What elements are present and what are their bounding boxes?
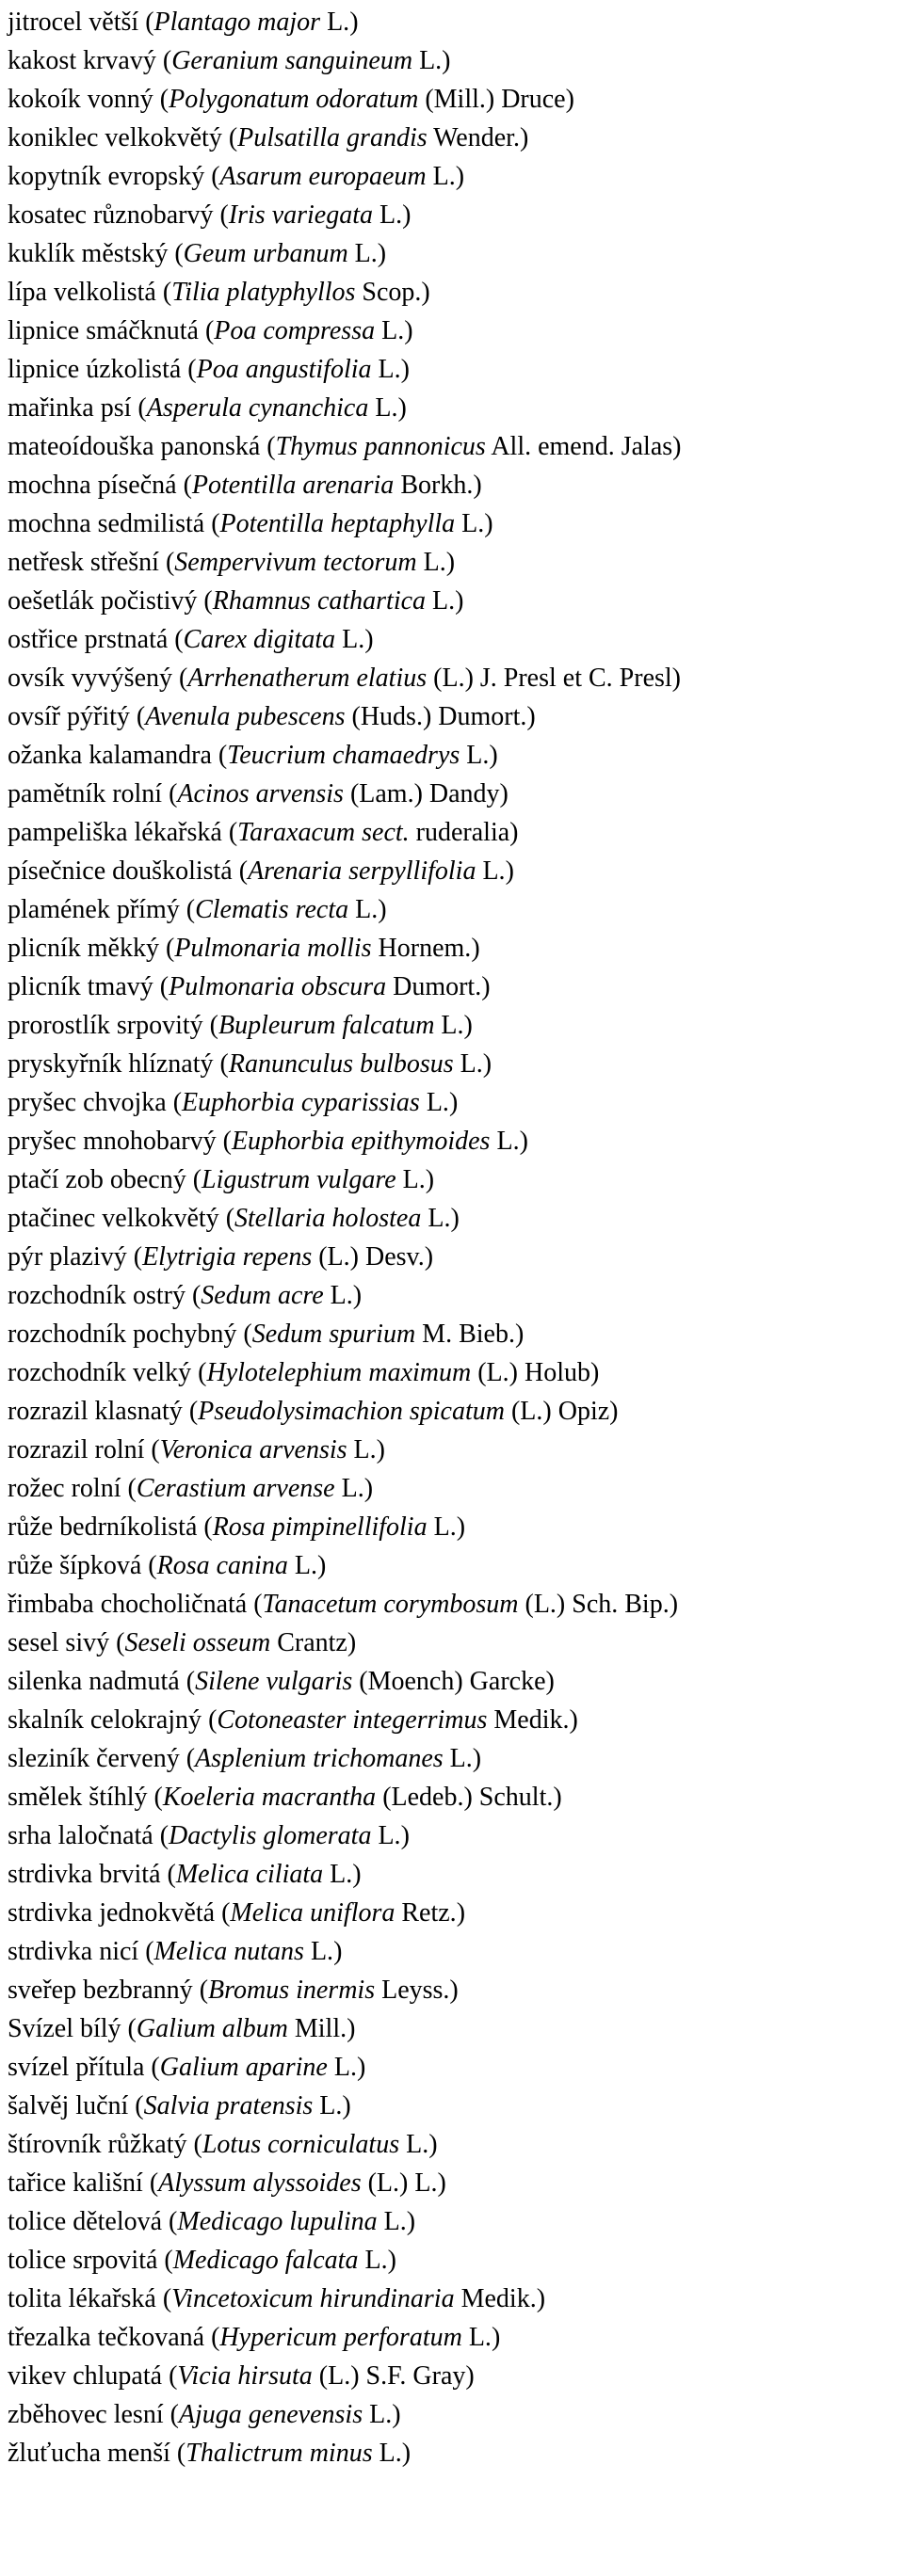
author-citation: (Ledeb.) Schult.	[382, 1783, 554, 1812]
species-entry: rozrazil klasnatý (Pseudolysimachion spicatum (L.) Opiz)	[8, 1397, 619, 1426]
latin-name: Rosa pimpinellifolia	[212, 1512, 428, 1542]
species-entry: mařinka psí (Asperula cynanchica L.)	[8, 393, 407, 423]
common-name: pryšec chvojka	[8, 1088, 167, 1117]
species-entry: plicník měkký (Pulmonaria mollis Hornem.)	[8, 934, 480, 963]
common-name: tolice dětelová	[8, 2207, 163, 2236]
latin-name: Pulmonaria obscura	[169, 972, 387, 1001]
author-citation: L.	[432, 162, 456, 191]
common-name: mateoídouška panonská	[8, 432, 261, 461]
latin-name: Geum urbanum	[183, 239, 348, 268]
common-name: koniklec velkokvětý	[8, 123, 222, 152]
author-citation: (L.) J. Presl et C. Presl	[433, 664, 672, 693]
species-entry: sleziník červený (Asplenium trichomanes L.)	[8, 1744, 482, 1773]
common-name: ovsíř pýřitý	[8, 702, 130, 731]
species-entry: tolice srpovitá (Medicago falcata L.)	[8, 2246, 396, 2275]
common-name: srha laločnatá	[8, 1821, 153, 1850]
species-entry: koniklec velkokvětý (Pulsatilla grandis Wender.)	[8, 123, 529, 152]
common-name: ožanka kalamandra	[8, 741, 212, 770]
species-entry: pýr plazivý (Elytrigia repens (L.) Desv.)	[8, 1242, 434, 1272]
species-entry: kopytník evropský (Asarum europaeum L.)	[8, 162, 465, 191]
common-name: sesel sivý	[8, 1628, 110, 1657]
common-name: sveřep bezbranný	[8, 1976, 193, 2005]
species-entry: ovsík vyvýšený (Arrhenatherum elatius (L.) J. Presl et C. Presl)	[8, 664, 681, 693]
latin-name: Veronica arvensis	[159, 1435, 347, 1464]
species-entry: pryskyřník hlíznatý (Ranunculus bulbosus L.)	[8, 1049, 492, 1079]
common-name: zběhovec lesní	[8, 2400, 164, 2429]
latin-name: Clematis recta	[195, 895, 349, 924]
latin-name: Pseudolysimachion spicatum	[198, 1397, 505, 1426]
common-name: smělek štíhlý	[8, 1783, 148, 1812]
latin-name: Ligustrum vulgare	[202, 1165, 396, 1194]
common-name: plicník měkký	[8, 934, 159, 963]
author-citation: L.	[319, 2091, 343, 2120]
author-citation: L.	[342, 625, 365, 654]
common-name: rožec rolní	[8, 1474, 121, 1503]
common-name: Svízel bílý	[8, 2014, 121, 2043]
common-name: strdivka nicí	[8, 1937, 139, 1966]
latin-name: Vincetoxicum hirundinaria	[171, 2284, 455, 2313]
latin-name: Seseli osseum	[124, 1628, 271, 1657]
author-citation: Medik.	[493, 1705, 570, 1735]
latin-name: Koeleria macrantha	[162, 1783, 377, 1812]
latin-name: Avenula pubescens	[145, 702, 346, 731]
latin-name: Lotus corniculatus	[202, 2130, 400, 2159]
common-name: třezalka tečkovaná	[8, 2323, 205, 2352]
latin-name: Asperula cynanchica	[146, 393, 369, 423]
author-citation: All. emend. Jalas	[491, 432, 673, 461]
latin-name: Ajuga genevensis	[178, 2400, 363, 2429]
latin-name: Rosa canina	[156, 1551, 288, 1580]
species-entry: kakost krvavý (Geranium sanguineum L.)	[8, 46, 451, 75]
common-name: kosatec různobarvý	[8, 200, 214, 230]
latin-name: Polygonatum odoratum	[169, 85, 419, 114]
author-citation: (Moench) Garcke	[359, 1667, 546, 1696]
author-citation: (L.) L.	[367, 2168, 438, 2198]
common-name: tařice kališní	[8, 2168, 143, 2198]
author-citation: L.	[330, 1281, 353, 1310]
latin-name: Elytrigia repens	[142, 1242, 313, 1272]
latin-name: Medicago lupulina	[177, 2207, 378, 2236]
common-name: plicník tmavý	[8, 972, 153, 1001]
species-entry: pryšec mnohobarvý (Euphorbia epithymoides L.)	[8, 1127, 528, 1156]
common-name: pryšec mnohobarvý	[8, 1127, 217, 1156]
latin-name: Geranium sanguineum	[171, 46, 413, 75]
common-name: růže bedrníkolistá	[8, 1512, 198, 1542]
species-entry: rozchodník pochybný (Sedum spurium M. Bieb.)	[8, 1320, 525, 1349]
author-citation: L.	[364, 2246, 388, 2275]
common-name: netřesk střešní	[8, 548, 159, 577]
common-name: plamének přímý	[8, 895, 180, 924]
author-citation: L.	[355, 895, 379, 924]
common-name: štírovník růžkatý	[8, 2130, 187, 2159]
author-citation: L.	[460, 1049, 483, 1079]
species-entry: mochna sedmilistá (Potentilla heptaphylla L.)	[8, 509, 493, 538]
species-entry: kosatec různobarvý (Iris variegata L.)	[8, 200, 412, 230]
author-citation: L.	[482, 856, 506, 886]
author-citation: (L.) Opiz	[510, 1397, 610, 1426]
species-entry: třezalka tečkovaná (Hypericum perforatum L.)	[8, 2323, 501, 2352]
species-entry: štírovník růžkatý (Lotus corniculatus L.)	[8, 2130, 438, 2159]
common-name: svízel přítula	[8, 2053, 145, 2082]
species-entry: lípa velkolistá (Tilia platyphyllos Scop.)	[8, 278, 430, 307]
species-entry: žluťucha menší (Thalictrum minus L.)	[8, 2439, 412, 2468]
common-name: ptačí zob obecný	[8, 1165, 186, 1194]
common-name: tolice srpovitá	[8, 2246, 158, 2275]
species-entry: skalník celokrajný (Cotoneaster integerrimus Medik.)	[8, 1705, 578, 1735]
author-citation: Mill.	[294, 2014, 347, 2043]
author-citation: L.	[461, 509, 485, 538]
latin-name: Cerastium arvense	[136, 1474, 335, 1503]
latin-name: Pulsatilla grandis	[237, 123, 428, 152]
species-entry: ostřice prstnatá (Carex digitata L.)	[8, 625, 374, 654]
author-citation: M. Bieb.	[422, 1320, 515, 1349]
latin-name: Poa angustifolia	[196, 355, 372, 384]
author-citation: (Mill.) Druce	[425, 85, 566, 114]
author-citation: Scop.	[362, 278, 422, 307]
common-name: silenka nadmutá	[8, 1667, 180, 1696]
author-citation: L.	[379, 2439, 402, 2468]
latin-name: Galium album	[136, 2014, 288, 2043]
species-entry: plicník tmavý (Pulmonaria obscura Dumort.)	[8, 972, 491, 1001]
author-citation: L.	[426, 1088, 449, 1117]
latin-name: Thalictrum minus	[186, 2439, 373, 2468]
common-name: pampeliška lékařská	[8, 818, 222, 847]
author-citation: L.	[330, 1860, 353, 1889]
author-citation: Crantz	[277, 1628, 347, 1657]
latin-name: Hypericum perforatum	[219, 2323, 462, 2352]
common-name: řimbaba chocholičnatá	[8, 1590, 248, 1619]
species-entry: vikev chlupatá (Vicia hirsuta (L.) S.F. Gray)	[8, 2361, 475, 2391]
latin-name: Asplenium trichomanes	[195, 1744, 444, 1773]
species-entry: rožec rolní (Cerastium arvense L.)	[8, 1474, 374, 1503]
author-citation: Borkh.	[400, 471, 474, 500]
common-name: rozchodník ostrý	[8, 1281, 186, 1310]
species-entry: prorostlík srpovitý (Bupleurum falcatum L.)	[8, 1011, 473, 1040]
latin-name: Bromus inermis	[208, 1976, 376, 2005]
species-entry: mochna písečná (Potentilla arenaria Borkh.)	[8, 471, 482, 500]
species-entry: zběhovec lesní (Ajuga genevensis L.)	[8, 2400, 401, 2429]
common-name: strdivka brvitá	[8, 1860, 161, 1889]
author-citation: L.	[378, 1821, 401, 1850]
common-name: jitrocel větší	[8, 8, 139, 37]
author-citation: L.	[341, 1474, 364, 1503]
latin-name: Bupleurum falcatum	[218, 1011, 435, 1040]
common-name: vikev chlupatá	[8, 2361, 163, 2391]
common-name: žluťucha menší	[8, 2439, 170, 2468]
species-entry: strdivka nicí (Melica nutans L.)	[8, 1937, 343, 1966]
common-name: skalník celokrajný	[8, 1705, 202, 1735]
latin-name: Sedum spurium	[251, 1320, 416, 1349]
species-entry: ptačinec velkokvětý (Stellaria holostea L.)	[8, 1204, 460, 1233]
latin-name: Vicia hirsuta	[177, 2361, 313, 2391]
common-name: strdivka jednokvětá	[8, 1898, 216, 1928]
author-citation: L.	[369, 2400, 393, 2429]
latin-name: Asarum europaeum	[219, 162, 427, 191]
latin-name: Sedum acre	[201, 1281, 324, 1310]
latin-name: Dactylis glomerata	[169, 1821, 372, 1850]
author-citation: ruderalia	[415, 818, 510, 847]
author-citation: (Lam.) Dandy	[349, 779, 500, 808]
latin-name: Plantago major	[153, 8, 321, 37]
species-entry: srha laločnatá (Dactylis glomerata L.)	[8, 1821, 410, 1850]
latin-name: Tilia platyphyllos	[171, 278, 356, 307]
species-entry: lipnice smáčknutá (Poa compressa L.)	[8, 316, 413, 345]
author-citation: L.	[466, 741, 490, 770]
latin-name: Carex digitata	[183, 625, 336, 654]
latin-name: Melica nutans	[153, 1937, 304, 1966]
latin-name: Melica ciliata	[175, 1860, 324, 1889]
common-name: pýr plazivý	[8, 1242, 127, 1272]
author-citation: (L.) S.F. Gray	[318, 2361, 466, 2391]
common-name: prorostlík srpovitý	[8, 1011, 203, 1040]
species-entry: ovsíř pýřitý (Avenula pubescens (Huds.) Dumort.)	[8, 702, 536, 731]
common-name: rozrazil klasnatý	[8, 1397, 183, 1426]
species-entry: svízel přítula (Galium aparine L.)	[8, 2053, 366, 2082]
species-entry: tařice kališní (Alyssum alyssoides (L.) L.)	[8, 2168, 446, 2198]
species-entry: písečnice douškolistá (Arenaria serpyllifolia L.)	[8, 856, 514, 886]
common-name: růže šípková	[8, 1551, 142, 1580]
author-citation: L.	[381, 316, 405, 345]
species-entry: růže šípková (Rosa canina L.)	[8, 1551, 327, 1580]
species-entry: kuklík městský (Geum urbanum L.)	[8, 239, 387, 268]
latin-name: Cotoneaster integerrimus	[217, 1705, 488, 1735]
author-citation: L.	[432, 586, 456, 616]
species-entry: pryšec chvojka (Euphorbia cyparissias L.)	[8, 1088, 459, 1117]
latin-name: Silene vulgaris	[195, 1667, 353, 1696]
author-citation: L.	[423, 548, 446, 577]
species-entry: ptačí zob obecný (Ligustrum vulgare L.)	[8, 1165, 435, 1194]
common-name: kokoík vonný	[8, 85, 153, 114]
common-name: lipnice smáčknutá	[8, 316, 199, 345]
latin-name: Stellaria holostea	[234, 1204, 422, 1233]
author-citation: Medik.	[460, 2284, 537, 2313]
species-entry: tolita lékařská (Vincetoxicum hirundinaria Medik.)	[8, 2284, 546, 2313]
species-entry: rozchodník ostrý (Sedum acre L.)	[8, 1281, 363, 1310]
latin-name: Euphorbia epithymoides	[231, 1127, 491, 1156]
species-entry: strdivka brvitá (Melica ciliata L.)	[8, 1860, 362, 1889]
latin-name: Sempervivum tectorum	[174, 548, 417, 577]
author-citation: L.	[383, 2207, 407, 2236]
latin-name: Tanacetum corymbosum	[262, 1590, 519, 1619]
common-name: rozchodník velký	[8, 1358, 192, 1387]
latin-name: Arrhenatherum elatius	[187, 664, 428, 693]
author-citation: L.	[310, 1937, 334, 1966]
author-citation: L.	[378, 355, 401, 384]
latin-name: Arenaria serpyllifolia	[248, 856, 476, 886]
species-entry: tolice dětelová (Medicago lupulina L.)	[8, 2207, 416, 2236]
latin-name: Galium aparine	[159, 2053, 328, 2082]
common-name: pryskyřník hlíznatý	[8, 1049, 214, 1079]
author-citation: L.	[433, 1512, 457, 1542]
author-citation: (Huds.) Dumort.	[351, 702, 527, 731]
species-entry: silenka nadmutá (Silene vulgaris (Moench) Garcke)	[8, 1667, 555, 1696]
common-name: pamětník rolní	[8, 779, 163, 808]
author-citation: L.	[379, 200, 403, 230]
species-entry: netřesk střešní (Sempervivum tectorum L.)	[8, 548, 456, 577]
latin-name: Medicago falcata	[172, 2246, 359, 2275]
species-entry: Svízel bílý (Galium album Mill.)	[8, 2014, 356, 2043]
author-citation: L.	[468, 2323, 492, 2352]
latin-name: Teucrium chamaedrys	[227, 741, 460, 770]
common-name: kuklík městský	[8, 239, 169, 268]
author-citation: (L.) Desv.	[318, 1242, 425, 1272]
latin-name: Potentilla heptaphylla	[219, 509, 456, 538]
author-citation: L.	[406, 2130, 429, 2159]
common-name: kakost krvavý	[8, 46, 156, 75]
species-entry: šalvěj luční (Salvia pratensis L.)	[8, 2091, 351, 2120]
author-citation: L.	[449, 1744, 473, 1773]
common-name: písečnice douškolistá	[8, 856, 233, 886]
author-citation: L.	[333, 2053, 357, 2082]
common-name: rozrazil rolní	[8, 1435, 145, 1464]
author-citation: (L.) Sch. Bip.	[525, 1590, 670, 1619]
latin-name: Poa compressa	[214, 316, 376, 345]
author-citation: L.	[428, 1204, 451, 1233]
species-entry: pamětník rolní (Acinos arvensis (Lam.) Dandy)	[8, 779, 508, 808]
author-citation: Dumort.	[393, 972, 482, 1001]
common-name: oešetlák počistivý	[8, 586, 198, 616]
latin-name: Melica uniflora	[230, 1898, 396, 1928]
author-citation: L.	[496, 1127, 520, 1156]
author-citation: L.	[419, 46, 443, 75]
latin-name: Pulmonaria mollis	[174, 934, 372, 963]
species-entry: lipnice úzkolistá (Poa angustifolia L.)	[8, 355, 410, 384]
common-name: lípa velkolistá	[8, 278, 156, 307]
latin-name: Iris variegata	[228, 200, 374, 230]
common-name: mochna sedmilistá	[8, 509, 205, 538]
author-citation: L.	[353, 1435, 377, 1464]
author-citation: Retz.	[401, 1898, 457, 1928]
author-citation: L.	[441, 1011, 464, 1040]
common-name: tolita lékařská	[8, 2284, 156, 2313]
latin-name: Ranunculus bulbosus	[228, 1049, 454, 1079]
common-name: rozchodník pochybný	[8, 1320, 237, 1349]
author-citation: Wender.	[433, 123, 520, 152]
species-entry: kokoík vonný (Polygonatum odoratum (Mill.) Druce)	[8, 85, 574, 114]
common-name: šalvěj luční	[8, 2091, 129, 2120]
species-entry: strdivka jednokvětá (Melica uniflora Retz.)	[8, 1898, 466, 1928]
species-entry: ožanka kalamandra (Teucrium chamaedrys L.)	[8, 741, 498, 770]
latin-name: Thymus pannonicus	[275, 432, 486, 461]
author-citation: L.	[375, 393, 398, 423]
species-entry: rozrazil rolní (Veronica arvensis L.)	[8, 1435, 385, 1464]
latin-name: Euphorbia cyparissias	[182, 1088, 420, 1117]
species-entry: pampeliška lékařská (Taraxacum sect. ruderalia)	[8, 818, 519, 847]
common-name: kopytník evropský	[8, 162, 205, 191]
author-citation: Leyss.	[381, 1976, 450, 2005]
author-citation: Hornem.	[378, 934, 472, 963]
latin-name: Salvia pratensis	[143, 2091, 314, 2120]
latin-name: Acinos arvensis	[177, 779, 344, 808]
author-citation: L.	[327, 8, 350, 37]
latin-name: Hylotelephium maximum	[206, 1358, 472, 1387]
species-entry: mateoídouška panonská (Thymus pannonicus All. emend. Jalas)	[8, 432, 682, 461]
species-entry: jitrocel větší (Plantago major L.)	[8, 8, 359, 37]
common-name: ovsík vyvýšený	[8, 664, 172, 693]
common-name: ostřice prstnatá	[8, 625, 169, 654]
author-citation: L.	[354, 239, 378, 268]
species-entry: oešetlák počistivý (Rhamnus cathartica L.)	[8, 586, 464, 616]
author-citation: L.	[294, 1551, 317, 1580]
species-entry: sesel sivý (Seseli osseum Crantz)	[8, 1628, 357, 1657]
common-name: sleziník červený	[8, 1744, 180, 1773]
latin-name: Taraxacum sect.	[237, 818, 410, 847]
species-entry: sveřep bezbranný (Bromus inermis Leyss.)	[8, 1976, 459, 2005]
common-name: ptačinec velkokvětý	[8, 1204, 219, 1233]
species-entry: řimbaba chocholičnatá (Tanacetum corymbosum (L.) Sch. Bip.)	[8, 1590, 679, 1619]
latin-name: Alyssum alyssoides	[158, 2168, 362, 2198]
latin-name: Rhamnus cathartica	[212, 586, 427, 616]
species-entry: plamének přímý (Clematis recta L.)	[8, 895, 387, 924]
species-entry: růže bedrníkolistá (Rosa pimpinellifolia L.)	[8, 1512, 466, 1542]
latin-name: Potentilla arenaria	[191, 471, 395, 500]
author-citation: (L.) Holub	[477, 1358, 590, 1387]
author-citation: L.	[402, 1165, 426, 1194]
species-entry: rozchodník velký (Hylotelephium maximum (L.) Holub)	[8, 1358, 600, 1387]
common-name: mařinka psí	[8, 393, 132, 423]
common-name: mochna písečná	[8, 471, 177, 500]
common-name: lipnice úzkolistá	[8, 355, 182, 384]
species-entry: smělek štíhlý (Koeleria macrantha (Ledeb.) Schult.)	[8, 1783, 562, 1812]
